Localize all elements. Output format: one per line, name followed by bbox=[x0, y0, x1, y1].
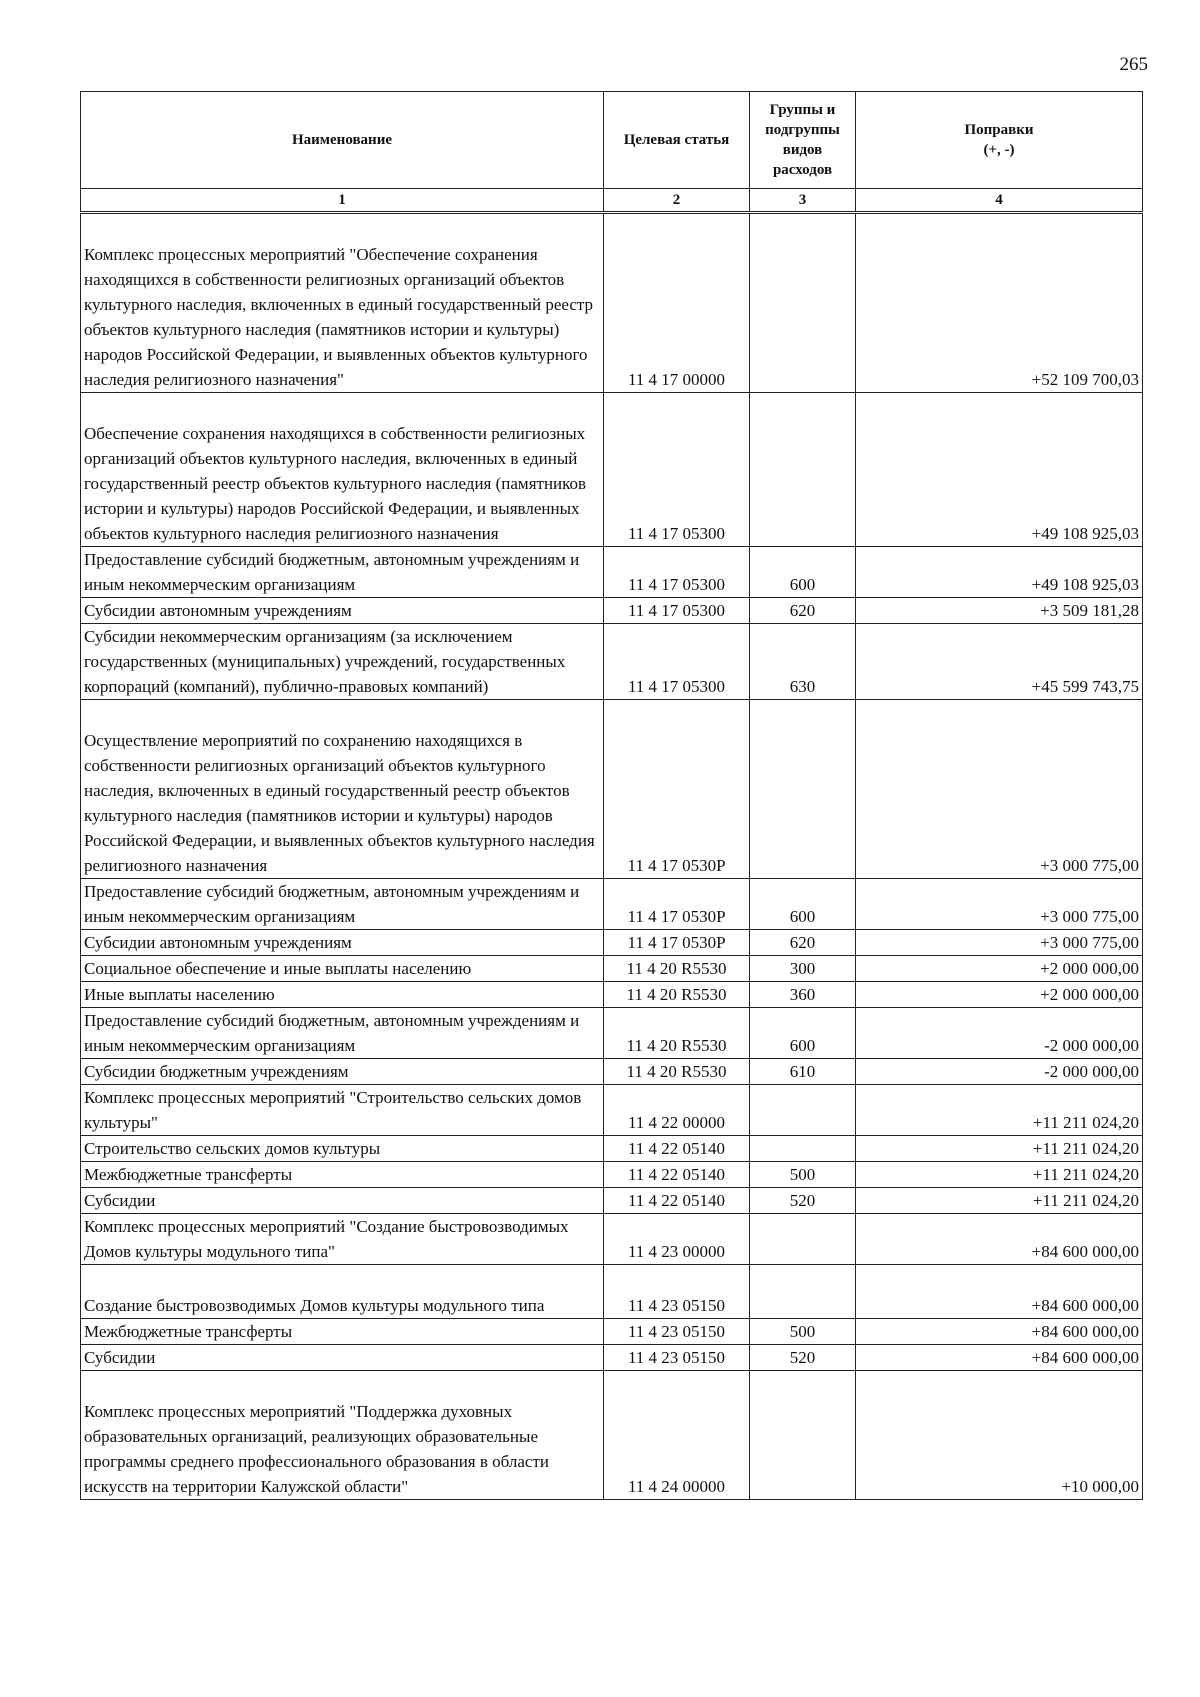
row-name: Субсидии автономным учреждениям bbox=[81, 930, 604, 956]
row-expense-group: 500 bbox=[750, 1319, 856, 1345]
row-target-code: 11 4 20 R5530 bbox=[604, 982, 750, 1008]
row-amount: -2 000 000,00 bbox=[856, 1008, 1143, 1059]
row-expense-group bbox=[750, 1085, 856, 1136]
table-row bbox=[81, 393, 1143, 547]
row-amount: +84 600 000,00 bbox=[856, 1265, 1143, 1319]
row-expense-group: 520 bbox=[750, 1188, 856, 1214]
row-amount: +2 000 000,00 bbox=[856, 956, 1143, 982]
row-name: Комплекс процессных мероприятий "Строительство сельских домов культуры" bbox=[81, 1085, 604, 1136]
row-target-code: 11 4 22 05140 bbox=[604, 1188, 750, 1214]
row-expense-group: 600 bbox=[750, 547, 856, 598]
row-target-code: 11 4 17 0530Р bbox=[604, 930, 750, 956]
row-name: Субсидии автономным учреждениям bbox=[81, 598, 604, 624]
header-amendments-sign: (+, -) bbox=[983, 142, 1015, 158]
row-amount: +3 509 181,28 bbox=[856, 598, 1143, 624]
row-name: Комплекс процессных мероприятий "Создание быстровозводимых Домов культуры модульного типа" bbox=[81, 1214, 604, 1265]
row-expense-group: 300 bbox=[750, 956, 856, 982]
row-target-code: 11 4 22 05140 bbox=[604, 1162, 750, 1188]
row-target-code: 11 4 17 0530Р bbox=[604, 879, 750, 930]
row-expense-group bbox=[750, 1136, 856, 1162]
row-amount: +3 000 775,00 bbox=[856, 930, 1143, 956]
table-row bbox=[81, 547, 1143, 598]
table-row bbox=[81, 598, 1143, 624]
row-amount: +49 108 925,03 bbox=[856, 393, 1143, 547]
row-name: Межбюджетные трансферты bbox=[81, 1162, 604, 1188]
row-target-code: 11 4 23 05150 bbox=[604, 1319, 750, 1345]
column-number: 4 bbox=[856, 189, 1143, 213]
row-amount: +10 000,00 bbox=[856, 1371, 1143, 1500]
row-expense-group: 500 bbox=[750, 1162, 856, 1188]
table-row bbox=[81, 700, 1143, 879]
row-amount: +11 211 024,20 bbox=[856, 1188, 1143, 1214]
table-row bbox=[81, 956, 1143, 982]
table-row bbox=[81, 1188, 1143, 1214]
table-row bbox=[81, 930, 1143, 956]
row-target-code: 11 4 17 05300 bbox=[604, 393, 750, 547]
row-target-code: 11 4 20 R5530 bbox=[604, 956, 750, 982]
table-row bbox=[81, 1345, 1143, 1371]
table-row bbox=[81, 1008, 1143, 1059]
row-amount: +11 211 024,20 bbox=[856, 1162, 1143, 1188]
row-name: Субсидии некоммерческим организациям (за исключением государственных (муниципальных) учреждений, государственных корпораций (компаний), публично-правовых компаний) bbox=[81, 624, 604, 700]
table-row bbox=[81, 879, 1143, 930]
row-target-code: 11 4 22 05140 bbox=[604, 1136, 750, 1162]
row-expense-group bbox=[750, 1371, 856, 1500]
table-row bbox=[81, 1214, 1143, 1265]
row-expense-group: 360 bbox=[750, 982, 856, 1008]
table-row bbox=[81, 1136, 1143, 1162]
table-row bbox=[81, 1371, 1143, 1500]
row-amount: +45 599 743,75 bbox=[856, 624, 1143, 700]
row-target-code: 11 4 20 R5530 bbox=[604, 1059, 750, 1085]
row-amount: +2 000 000,00 bbox=[856, 982, 1143, 1008]
row-amount: +84 600 000,00 bbox=[856, 1345, 1143, 1371]
row-name: Субсидии bbox=[81, 1188, 604, 1214]
row-target-code: 11 4 23 05150 bbox=[604, 1265, 750, 1319]
row-name: Создание быстровозводимых Домов культуры модульного типа bbox=[81, 1265, 604, 1319]
row-amount: +3 000 775,00 bbox=[856, 879, 1143, 930]
row-amount: -2 000 000,00 bbox=[856, 1059, 1143, 1085]
table-row bbox=[81, 213, 1143, 393]
header-amendments bbox=[856, 92, 1143, 189]
row-expense-group bbox=[750, 213, 856, 393]
row-amount: +84 600 000,00 bbox=[856, 1214, 1143, 1265]
row-amount: +49 108 925,03 bbox=[856, 547, 1143, 598]
column-number: 2 bbox=[604, 189, 750, 213]
header-target: Целевая статья bbox=[604, 92, 750, 189]
row-target-code: 11 4 22 00000 bbox=[604, 1085, 750, 1136]
row-name: Иные выплаты населению bbox=[81, 982, 604, 1008]
row-expense-group bbox=[750, 393, 856, 547]
budget-amendments-table bbox=[80, 91, 1143, 1500]
row-target-code: 11 4 24 00000 bbox=[604, 1371, 750, 1500]
row-name: Субсидии бюджетным учреждениям bbox=[81, 1059, 604, 1085]
row-amount: +84 600 000,00 bbox=[856, 1319, 1143, 1345]
table-row bbox=[81, 982, 1143, 1008]
row-expense-group bbox=[750, 1265, 856, 1319]
header-groups: Группы и подгруппы видов расходов bbox=[750, 92, 856, 189]
row-name: Комплекс процессных мероприятий "Обеспечение сохранения находящихся в собственности религиозных организаций объектов культурного наследия, включенных в единый государственный реестр объектов культурного наследия (памятников истории и культуры) народов Российской Федерации, и выявленных объектов культурного наследия религиозного назначения" bbox=[81, 213, 604, 393]
row-target-code: 11 4 17 05300 bbox=[604, 598, 750, 624]
table-row bbox=[81, 1059, 1143, 1085]
row-name: Социальное обеспечение и иные выплаты населению bbox=[81, 956, 604, 982]
header-row bbox=[81, 92, 1143, 189]
row-target-code: 11 4 17 00000 bbox=[604, 213, 750, 393]
table-row bbox=[81, 624, 1143, 700]
row-name: Предоставление субсидий бюджетным, автономным учреждениям и иным некоммерческим организациям bbox=[81, 547, 604, 598]
row-name: Межбюджетные трансферты bbox=[81, 1319, 604, 1345]
column-number-row bbox=[81, 189, 1143, 213]
header-amendments-title: Поправки bbox=[964, 122, 1034, 138]
header-name: Наименование bbox=[81, 92, 604, 189]
row-name: Обеспечение сохранения находящихся в собственности религиозных организаций объектов культурного наследия, включенных в единый государственный реестр объектов культурного наследия (памятников истории и культуры) народов Российской Федерации, и выявленных объектов культурного наследия религиозного назначения bbox=[81, 393, 604, 547]
table-row bbox=[81, 1319, 1143, 1345]
row-name: Предоставление субсидий бюджетным, автономным учреждениям и иным некоммерческим организациям bbox=[81, 1008, 604, 1059]
row-name: Субсидии bbox=[81, 1345, 604, 1371]
row-amount: +11 211 024,20 bbox=[856, 1085, 1143, 1136]
row-name: Строительство сельских домов культуры bbox=[81, 1136, 604, 1162]
row-amount: +52 109 700,03 bbox=[856, 213, 1143, 393]
row-target-code: 11 4 17 0530Р bbox=[604, 700, 750, 879]
row-name: Комплекс процессных мероприятий "Поддержка духовных образовательных организаций, реализующих образовательные программы среднего профессионального образования в области искусств на территории Калужской области" bbox=[81, 1371, 604, 1500]
row-expense-group: 600 bbox=[750, 1008, 856, 1059]
row-target-code: 11 4 23 00000 bbox=[604, 1214, 750, 1265]
row-amount: +3 000 775,00 bbox=[856, 700, 1143, 879]
page-number: 265 bbox=[1119, 54, 1148, 75]
row-name: Предоставление субсидий бюджетным, автономным учреждениям и иным некоммерческим организациям bbox=[81, 879, 604, 930]
row-amount: +11 211 024,20 bbox=[856, 1136, 1143, 1162]
row-name: Осуществление мероприятий по сохранению находящихся в собственности религиозных организаций объектов культурного наследия, включенных в единый государственный реестр объектов культурного наследия (памятников истории и культуры) народов Российской Федерации, и выявленных объектов культурного наследия религиозного назначения bbox=[81, 700, 604, 879]
row-expense-group bbox=[750, 1214, 856, 1265]
row-target-code: 11 4 17 05300 bbox=[604, 547, 750, 598]
row-expense-group: 610 bbox=[750, 1059, 856, 1085]
row-expense-group: 520 bbox=[750, 1345, 856, 1371]
table-row bbox=[81, 1162, 1143, 1188]
row-target-code: 11 4 23 05150 bbox=[604, 1345, 750, 1371]
row-expense-group: 620 bbox=[750, 930, 856, 956]
table-row bbox=[81, 1085, 1143, 1136]
column-number: 3 bbox=[750, 189, 856, 213]
row-target-code: 11 4 17 05300 bbox=[604, 624, 750, 700]
column-number: 1 bbox=[81, 189, 604, 213]
row-expense-group: 620 bbox=[750, 598, 856, 624]
row-target-code: 11 4 20 R5530 bbox=[604, 1008, 750, 1059]
row-expense-group: 600 bbox=[750, 879, 856, 930]
table-row bbox=[81, 1265, 1143, 1319]
row-expense-group bbox=[750, 700, 856, 879]
row-expense-group: 630 bbox=[750, 624, 856, 700]
